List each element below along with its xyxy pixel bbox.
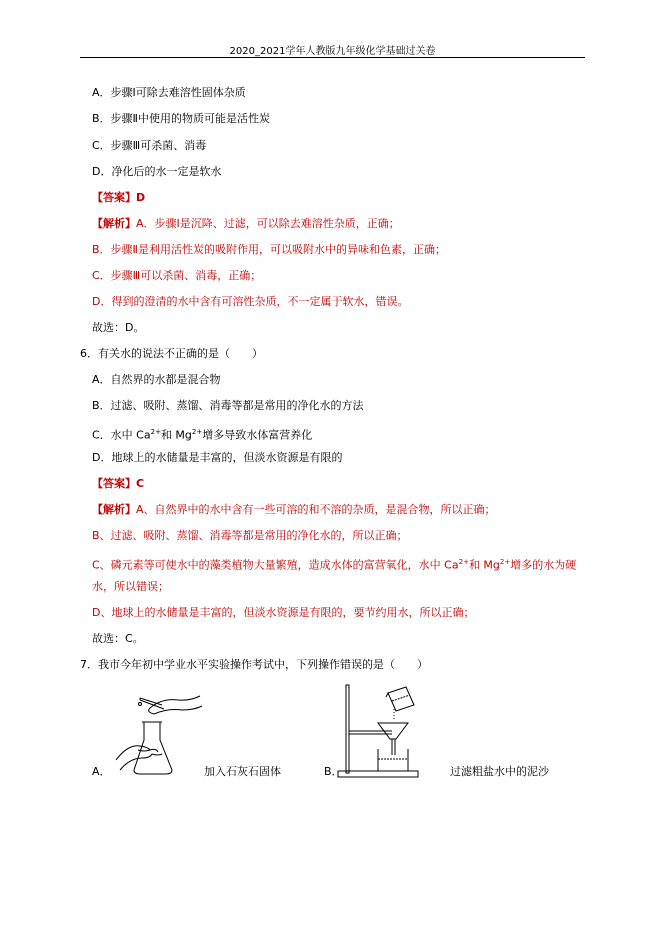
q6-option-c-sup2: 2+ bbox=[191, 428, 203, 436]
q6-answer: 【答案】C bbox=[92, 477, 145, 490]
q6-analysis-d: D、地球上的水储量是丰富的，但淡水资源是有限的，要节约用水，所以正确； bbox=[92, 606, 475, 619]
q6-analysis-c-post: 增多的水为硬 bbox=[510, 558, 577, 572]
q5-answer: 【答案】D bbox=[92, 191, 146, 204]
q5-analysis-c: C．步骤Ⅲ可以杀菌、消毒，正确； bbox=[92, 269, 262, 282]
q6-analysis-a bbox=[92, 503, 496, 517]
q6-option-c-mid: 和 Mg bbox=[160, 428, 192, 442]
q6-option-c-post: 增多导致水体富营养化 bbox=[202, 428, 313, 442]
header-title: 2020_2021学年人教版九年级化学基础过关卷 bbox=[229, 46, 436, 57]
q6-stem: 6．有关水的说法不正确的是（ ） bbox=[80, 347, 263, 360]
q6-analysis-b: B、过滤、吸附、蒸馏、消毒等都是常用的净化水的，所以正确； bbox=[92, 529, 408, 542]
q6-option-c-sup1: 2+ bbox=[150, 428, 161, 436]
q6-option-c bbox=[92, 425, 312, 443]
q6-option-d: D．地球上的水储量是丰富的，但淡水资源是有限的 bbox=[92, 451, 343, 464]
q7-figure-b bbox=[334, 683, 434, 781]
q6-analysis-c-sup2: 2+ bbox=[499, 558, 511, 566]
q5-analysis-b: B．步骤Ⅱ是利用活性炭的吸附作用，可以吸附水中的异味和色素，正确； bbox=[92, 243, 446, 256]
q6-analysis-c-cont: 水，所以错误； bbox=[92, 580, 169, 593]
q5-option-d: D．净化后的水一定是软水 bbox=[92, 165, 222, 178]
q5-analysis-a-text: A．步骤Ⅰ是沉降、过滤，可以除去难溶性杂质，正确； bbox=[136, 217, 400, 230]
q7-option-b-caption: 过滤粗盐水中的泥沙 bbox=[450, 765, 549, 778]
q7-option-a-caption: 加入石灰石固体 bbox=[204, 765, 281, 778]
q6-conclusion: 故选：C。 bbox=[92, 632, 144, 645]
q6-option-c-pre: C．水中 Ca bbox=[92, 428, 151, 442]
q6-analysis-c-mid: 和 Mg bbox=[468, 558, 500, 572]
q5-analysis-d: D．得到的澄清的水中含有可溶性杂质，不一定属于软水，错误。 bbox=[92, 295, 409, 308]
q5-option-c: C．步骤Ⅲ可杀菌、消毒 bbox=[92, 139, 207, 152]
q6-analysis-tag: 【解析】 bbox=[92, 503, 136, 516]
q7-option-a-letter: A． bbox=[92, 765, 111, 778]
q6-option-a: A．自然界的水都是混合物 bbox=[92, 373, 221, 386]
q7-figure-a bbox=[110, 688, 210, 778]
q6-analysis-c bbox=[92, 555, 576, 573]
header-divider bbox=[80, 57, 585, 58]
q7-option-b-letter: B． bbox=[324, 765, 343, 778]
q5-option-a: A．步骤Ⅰ可除去难溶性固体杂质 bbox=[92, 86, 246, 99]
q6-analysis-c-sup1: 2+ bbox=[458, 558, 469, 566]
q5-analysis-a bbox=[92, 217, 400, 231]
q7-stem: 7．我市今年初中学业水平实验操作考试中，下列操作错误的是（ ） bbox=[80, 658, 428, 671]
q6-analysis-c-pre: C、磷元素等可使水中的藻类植物大量繁殖，造成水体的富营氧化，水中 Ca bbox=[92, 558, 459, 572]
q6-analysis-a-text: A、自然界中的水中含有一些可溶的和不溶的杂质，是混合物，所以正确； bbox=[136, 503, 496, 516]
q5-conclusion: 故选：D。 bbox=[92, 321, 145, 334]
q5-analysis-tag: 【解析】 bbox=[92, 217, 136, 230]
q6-option-b: B．过滤、吸附、蒸馏、消毒等都是常用的净化水的方法 bbox=[92, 399, 364, 412]
q5-option-b: B．步骤Ⅱ中使用的物质可能是活性炭 bbox=[92, 112, 270, 125]
